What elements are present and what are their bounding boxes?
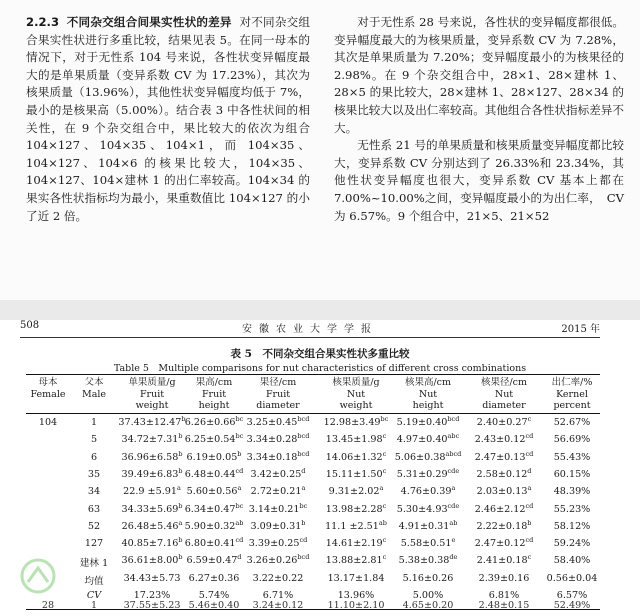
column-header-line: 果径/cm [259, 377, 297, 388]
cell-value: 2.47±0.13 [474, 451, 526, 463]
cell-value: 6.71% [262, 590, 294, 601]
cell-value: CV [86, 590, 102, 601]
cell-value: 6.80±0.41 [184, 538, 236, 550]
significance-letter: a [527, 484, 532, 492]
significance-letter: a [379, 484, 384, 492]
column-header-line: Fruit [265, 388, 291, 400]
cell-value: 6.26±0.66 [184, 417, 236, 428]
table-cell [243, 449, 313, 463]
cell-value: 40.85±7.16 [121, 538, 179, 550]
cell-value: 52.49% [553, 600, 591, 611]
clone-28-paragraph: 对于无性系 28 号来说，各性状的变异幅度都很低。变异幅度最大的为核果质量，变异系数 CV 为 7.28%，其次是单果质量为 7.20%；变异幅度最小的为核果径的 2.98%。在 9 个杂交组合中，28×1、28×建林 1、28×5 的果比较大，28×建林 1、28×127、28×34 的核果比较大以及出仁率较高。其他组合各性状指标差异不大。 [334, 15, 624, 135]
cell-value: 14.61±2.19 [325, 538, 383, 550]
significance-letter: e [451, 535, 456, 544]
table-cell [176, 484, 249, 498]
cell-value: 55.23% [553, 503, 591, 515]
significance-letter: ab [235, 518, 244, 527]
table-cell [179, 555, 249, 566]
cell-value: 6.34±0.47 [184, 503, 236, 515]
significance-letter: b [178, 553, 183, 562]
table-cell [243, 486, 313, 497]
cell-value: 34.33±5.69 [121, 503, 179, 515]
table-row [0, 486, 640, 502]
cell-value: 3.25±0.45 [246, 417, 298, 428]
significance-letter: d [301, 466, 306, 475]
cell-value: 2.58±0.12 [476, 468, 528, 480]
cell-value: 2.46±2.12 [474, 503, 526, 515]
cell-value: 60.15% [553, 468, 591, 480]
significance-letter: cd [299, 535, 308, 544]
significance-letter: a [451, 484, 456, 492]
table-cell [243, 434, 313, 445]
table-cell [243, 573, 313, 584]
table-cell [393, 535, 463, 550]
cell-value: 28 [41, 600, 55, 611]
table-cell [243, 466, 313, 480]
cell-value: 5.00% [412, 590, 444, 601]
column-header-line: Nut [346, 388, 366, 400]
table-cell [314, 573, 398, 584]
significance-letter: a [176, 484, 181, 492]
table-cell [314, 535, 398, 550]
table-row [0, 449, 640, 468]
column-header [23, 377, 73, 400]
left-text-column [26, 14, 310, 225]
table-cell [542, 521, 602, 532]
cell-value: 6.19±0.05 [186, 451, 238, 463]
cell-value: 52 [87, 520, 101, 532]
cell-value: 5.38±0.38 [398, 555, 450, 567]
column-header-line: 核果质量/g [332, 377, 380, 388]
table-cell [243, 501, 313, 515]
cell-value: 2.72±0.21 [250, 486, 302, 498]
table-cell [542, 538, 602, 549]
column-header [314, 377, 398, 412]
table-cell [179, 414, 249, 428]
cell-value: 37.43±12.47 [118, 417, 182, 428]
cell-value: 59.24% [553, 538, 591, 550]
significance-letter: d [237, 553, 242, 562]
significance-letter: b [178, 466, 183, 475]
significance-letter: b [301, 518, 306, 527]
table-cell [243, 518, 313, 532]
cell-value: 11.10±2.10 [327, 600, 385, 611]
significance-letter: c [527, 553, 532, 562]
significance-letter: bcd [297, 414, 310, 423]
cell-value: 3.26±0.26 [246, 555, 298, 567]
column-header-line: diameter [482, 400, 526, 411]
table-cell [466, 414, 542, 428]
significance-letter: bcd [297, 432, 310, 441]
cell-value: 9.31±2.02 [328, 486, 380, 498]
table-cell [314, 501, 398, 515]
significance-letter: ab [378, 518, 387, 527]
table-row [0, 573, 640, 589]
table-cell [466, 573, 542, 584]
table-cell [243, 535, 313, 550]
column-header [542, 377, 602, 412]
cell-value: 34.43±5.73 [123, 572, 181, 584]
cell-value: 5.90±0.32 [184, 520, 236, 532]
significance-letter: b [237, 449, 242, 458]
cell-value: 63 [87, 503, 101, 515]
cell-value: 6.81% [488, 590, 520, 601]
table-section-rule [26, 609, 600, 610]
table-cell [393, 414, 463, 428]
significance-letter: bc [299, 501, 308, 510]
table-cell [314, 518, 398, 532]
cell-value: 5.30±4.93 [396, 503, 448, 515]
table-header-rule [26, 413, 600, 414]
significance-letter: b [178, 535, 183, 544]
significance-letter: b [181, 414, 186, 423]
table-row [0, 555, 640, 571]
significance-letter: cde [447, 501, 460, 510]
cell-value: 12.98±3.49 [323, 417, 381, 428]
significance-letter: abc [447, 432, 460, 441]
column-header-line: height [412, 400, 444, 411]
significance-letter: abcd [445, 449, 462, 458]
column-header-line: Nut [494, 388, 514, 400]
cell-value: 13.88±2.81 [325, 555, 383, 567]
cell-value: 3.14±0.21 [248, 503, 300, 515]
section-2-2-3-paragraph [26, 14, 310, 225]
cell-value: 39.49±6.83 [121, 468, 179, 480]
table-top-rule [26, 374, 600, 375]
cell-value: 0.56±0.04 [546, 572, 598, 584]
table-row [0, 466, 640, 485]
table-cell [314, 555, 398, 566]
table-cell [179, 573, 249, 584]
cell-value: 4.76±0.39 [400, 486, 452, 498]
table-cell [542, 486, 602, 497]
upper-page [0, 0, 640, 300]
column-header-line: Nut [418, 388, 438, 400]
table-title-en: Table 5 Multiple comparisons for nut characteristics of different cross combinations [113, 363, 527, 374]
clone-21-paragraph: 无性系 21 号的单果质量和核果质量变异幅度都比较大，变异系数 CV 分别达到了 26.33%和 23.34%，其他性状变异幅度也很大，变异系数 CV 基本上都在 7.00%~10.00%之间，变异幅度最小的为出仁率， CV 为 6.57%。9 个组合中，21×5、21×52 [334, 138, 624, 223]
table-cell [393, 449, 463, 463]
column-header-line: Female [30, 388, 66, 400]
cell-value: 3.24±0.12 [252, 600, 304, 611]
cell-value: 2.43±0.12 [474, 434, 526, 446]
table-cell [179, 501, 249, 515]
significance-letter: bcd [297, 553, 310, 562]
running-head [20, 320, 600, 336]
significance-letter: c [382, 449, 387, 458]
column-header-line: 核果高/cm [404, 377, 452, 388]
cell-value: 2.41±0.18 [476, 555, 528, 567]
cell-value: 52.67% [553, 417, 591, 428]
significance-letter: cde [447, 466, 460, 475]
table-cell [178, 466, 249, 480]
significance-letter: c [382, 553, 387, 562]
cell-value: 17.23% [133, 590, 171, 601]
cell-value: 13.17±1.84 [327, 572, 385, 584]
table-cell [466, 535, 542, 550]
significance-letter: c [382, 535, 387, 544]
cell-value: 34.72±7.31 [121, 434, 179, 446]
cell-value: 104 [38, 417, 58, 428]
cell-value: 3.34±0.28 [246, 434, 298, 446]
column-header-line: 出仁率/% [551, 377, 593, 388]
cell-value: 3.09±0.31 [250, 520, 302, 532]
cell-value: 2.48±0.15 [478, 600, 530, 611]
journal-year: 2015 年 [561, 324, 600, 335]
significance-letter: cd [235, 535, 244, 544]
cell-value: 6.48±0.44 [184, 468, 236, 480]
significance-letter: bc [235, 501, 244, 510]
significance-letter: bc [380, 414, 389, 423]
journal-name: 安徽农业大学学报 [242, 324, 378, 335]
column-header [243, 377, 313, 412]
watermark-logo [18, 556, 58, 596]
cell-value: 均值 [84, 575, 104, 587]
table-cell [542, 417, 602, 428]
column-header-line: Fruit [201, 388, 227, 400]
table-cell [243, 555, 313, 566]
significance-letter: a [301, 484, 306, 492]
cell-value: 5.06±0.38 [394, 451, 446, 463]
significance-letter: bcd [297, 449, 310, 458]
table-cell [393, 518, 463, 532]
column-header-line: 果高/cm [195, 377, 233, 388]
significance-letter: cd [235, 466, 244, 475]
significance-letter: b [527, 518, 532, 527]
significance-letter: bc [235, 414, 244, 423]
cell-value: 6.57% [556, 590, 588, 601]
significance-letter: a [237, 484, 242, 492]
table-cell [542, 469, 602, 480]
table-cell [542, 504, 602, 515]
significance-letter: c [527, 414, 532, 423]
table-row-partial [0, 600, 640, 616]
table-cell [314, 434, 398, 445]
column-header-line: 单果质量/g [128, 377, 176, 388]
cell-value: 58.40% [553, 555, 591, 567]
cell-value: 6 [90, 451, 98, 463]
significance-letter: c [382, 432, 387, 441]
table-cell [466, 466, 542, 480]
table-cell [542, 555, 602, 566]
cell-value: 5.16±0.26 [402, 572, 454, 584]
cell-value: 5.74% [198, 590, 230, 601]
column-header-line: Fruit [139, 388, 165, 400]
cell-value: 1 [90, 600, 98, 611]
cell-value: 58.12% [553, 520, 591, 532]
significance-letter: b [178, 449, 183, 458]
table-cell [393, 466, 463, 480]
cell-value: 55.43% [553, 451, 591, 463]
cell-value: 2.40±0.27 [476, 417, 528, 428]
cell-value: 4.65±0.20 [402, 600, 454, 611]
page-separator [0, 300, 640, 320]
table-title-cn: 表 5 不同杂交组合果实性状多重比较 [230, 348, 410, 360]
table-cell [466, 449, 542, 463]
table-row [0, 518, 640, 537]
significance-letter: a [178, 518, 183, 527]
cell-value: 建林 1 [79, 558, 109, 570]
cell-value: 14.06±1.32 [325, 451, 383, 463]
table-cell [314, 414, 398, 428]
cell-value: 127 [84, 538, 104, 550]
significance-letter: cd [525, 535, 534, 544]
table-cell [466, 501, 542, 515]
table-cell [23, 417, 73, 428]
cell-value: 5.58±0.51 [400, 538, 452, 550]
table-cell [393, 573, 463, 584]
cell-value: 2.22±0.18 [476, 520, 528, 532]
column-header-line: Male [81, 388, 107, 400]
significance-letter: bc [235, 432, 244, 441]
cell-value: 3.42±0.25 [250, 468, 302, 480]
cell-value: 2.03±0.13 [476, 486, 528, 498]
cell-value: 35 [87, 468, 101, 480]
table-cell [314, 486, 398, 497]
table-cell [466, 555, 542, 566]
table-cell [393, 486, 463, 497]
column-header [179, 377, 249, 412]
table-cell [178, 518, 249, 532]
significance-letter: cd [525, 501, 534, 510]
table-cell [542, 573, 602, 584]
cell-value: 5.46±0.40 [188, 600, 240, 611]
significance-letter: ab [449, 518, 458, 527]
cell-value: 6.25±0.54 [184, 434, 236, 446]
cell-value: 22.9 ±5.91 [123, 486, 177, 498]
cell-value: 13.96% [337, 590, 375, 601]
column-header-line: Kernel [556, 388, 588, 400]
table-cell [466, 434, 542, 445]
cell-value: 6.27±0.36 [188, 572, 240, 584]
column-header-line: 母本 [38, 377, 58, 388]
cell-value: 6.59±0.47 [186, 555, 238, 567]
page-number: 508 [20, 320, 40, 331]
section-title: 不同杂交组合间果实性状的差异 [66, 15, 232, 29]
table-cell [179, 434, 249, 445]
table-cell [542, 452, 602, 463]
cell-value: 4.91±0.31 [398, 520, 450, 532]
cell-value: 3.22±0.22 [252, 572, 304, 584]
table-row [0, 535, 640, 554]
cell-value: 11.1 ±2.51 [325, 520, 379, 532]
column-header-line: weight [135, 400, 169, 411]
significance-letter: b [178, 501, 183, 510]
cell-value: 5.19±0.40 [396, 417, 448, 428]
cell-value: 1 [90, 417, 98, 428]
cell-value: 4.97±0.40 [396, 434, 448, 446]
significance-letter: de [449, 553, 458, 562]
cell-value: 3.39±0.25 [248, 538, 300, 550]
table-cell [314, 466, 398, 480]
cell-value: 5 [90, 434, 98, 446]
column-header-line: height [198, 400, 230, 411]
significance-letter: d [527, 466, 532, 475]
table-cell [466, 518, 542, 532]
cell-value: 3.34±0.18 [246, 451, 298, 463]
table-cell [243, 414, 313, 428]
significance-letter: bcd [447, 414, 460, 423]
table-cell [393, 555, 463, 566]
running-head-rule [20, 337, 600, 338]
table-cell [314, 449, 398, 463]
cell-value: 15.11±1.50 [325, 468, 383, 480]
column-header [393, 377, 463, 412]
cell-value: 48.39% [553, 486, 591, 498]
right-text-column [334, 14, 624, 225]
column-header-line: percent [553, 400, 591, 411]
column-header-line: 核果径/cm [480, 377, 528, 388]
cell-value: 36.61±8.00 [121, 555, 179, 567]
cell-value: 13.45±1.98 [325, 434, 383, 446]
significance-letter: b [178, 432, 183, 441]
table-cell [393, 501, 463, 515]
significance-letter: cd [525, 432, 534, 441]
significance-letter: cd [525, 449, 534, 458]
cell-value: 5.60±0.56 [186, 486, 238, 498]
column-header-line: diameter [256, 400, 300, 411]
cell-value: 2.39±0.16 [478, 572, 530, 584]
section-body: 对不同杂交组合果实性状进行多重比较，结果见表 5。在同一母本的情况下，对于无性系 104 号来说，各性状变异幅度最大的是单果质量（变异系数 CV 为 17.23%），其次为核果质量（13.96%），其他性状变异幅度均低于 7%，最小的是核果高（5.00%）。结合表 3 中各性状间的相关性，在 9 个杂交组合中，果比较大的依次为组合 104×127、104×35、104×1，而 104×35、104×127、104×6 的核果比较大，104×35、104×127、104×建林 1 的出仁率较高。104×34 的果实各性状指标均为最小，果重数值比 104×127 的小了近 2 倍。 [26, 15, 310, 223]
significance-letter: c [382, 501, 387, 510]
cell-value: 13.98±2.28 [325, 503, 383, 515]
table-cell [542, 434, 602, 445]
cell-value: 26.48±5.46 [121, 520, 179, 532]
table-cell [179, 449, 249, 463]
column-header-line: weight [339, 400, 373, 411]
cell-value: 2.47±0.12 [474, 538, 526, 550]
table-cell [393, 434, 463, 445]
column-header-line: 父本 [84, 377, 104, 388]
table-row [0, 434, 640, 450]
cell-value: 56.69% [553, 434, 591, 446]
cell-value: 37.55±5.23 [123, 600, 181, 611]
cell-value: 5.31±0.29 [396, 468, 448, 480]
table-cell [178, 535, 249, 550]
cell-value: 34 [87, 486, 101, 498]
table-row [0, 501, 640, 520]
significance-letter: c [382, 466, 387, 475]
section-number: 2.2.3 [26, 15, 60, 29]
column-header [466, 377, 542, 412]
table-cell [466, 486, 542, 497]
cell-value: 36.96±6.58 [121, 451, 179, 463]
table-row [0, 414, 640, 433]
